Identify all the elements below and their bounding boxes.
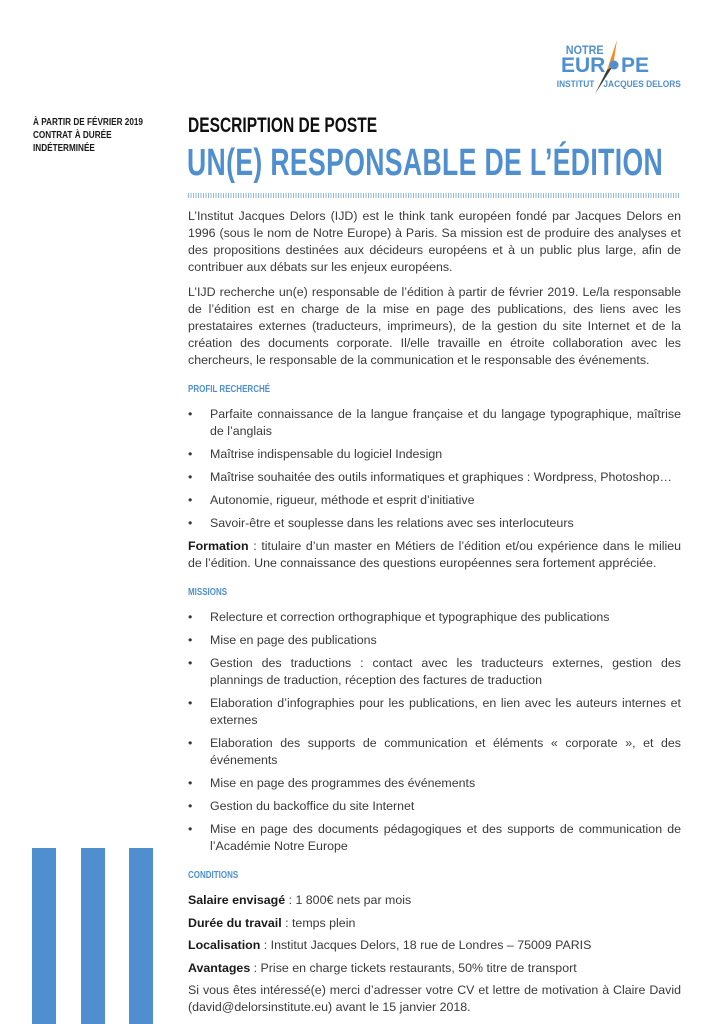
profil-list [188,406,681,532]
list-item: • Autonomie, rigueur, méthode et esprit d’initiative [188,492,681,509]
contract-info [33,116,174,155]
contract-type-cont: INDÉTERMINÉE [33,142,95,154]
svg-text:EUR: EUR [561,54,606,77]
section-heading-conditions: CONDITIONS [188,870,239,881]
list-item: • Savoir-être et souplesse dans les relations avec ses interlocuteurs [188,515,681,532]
formation-label: Formation [188,539,249,553]
contract-type: CONTRAT À DURÉE [33,129,112,141]
decorative-bar [129,848,153,1024]
decorative-bar [81,848,105,1024]
decorative-bar [32,848,56,1024]
intro-paragraph: L’IJD recherche un(e) responsable de l’édition à partir de février 2019. Le/la responsable de l’édition est en charge de la mise en page des publications, des liens avec les prestataires externes (traducteurs, imprimeurs), de la gestion du site Internet et de la création des documents corporate. Il/elle travaille en étroite collaboration avec les chercheurs, le responsable de la communication et le responsable des événements. [188,285,681,367]
svg-text:PE: PE [621,54,650,77]
logo-compass-icon [555,32,685,94]
list-item: • Gestion du backoffice du site Internet [188,798,681,815]
condition-value: : Institut Jacques Delors, 18 rue de Londres – 75009 PARIS [260,938,592,952]
list-item: • Mise en page des documents pédagogiques et des supports de communication de l’Académie Notre Europe [188,821,681,855]
list-item: • Mise en page des programmes des événements [188,775,681,792]
condition-duration [188,915,681,932]
condition-label: Avantages [188,960,251,975]
list-item: • Gestion des traductions : contact avec les traducteurs externes, gestion des plannings de traduction, réception des factures de traduction [188,655,681,689]
divider [188,193,680,198]
page-kicker: DESCRIPTION DE POSTE [188,114,378,137]
svg-text:INSTITUT: INSTITUT [556,78,595,90]
condition-label: Localisation [188,938,261,952]
closing-paragraph: Si vous êtes intéressé(e) merci d’adresser votre CV et lettre de motivation à Claire David (david@delorsinstitute.eu) avant le 15 janvier 2018. [188,983,681,1014]
condition-value: : Prise en charge tickets restaurants, 50% titre de transport [250,960,577,975]
condition-value: : temps plein [281,915,356,930]
svg-text:JACQUES DELORS: JACQUES DELORS [603,78,681,90]
list-item: • Parfaite connaissance de la langue française et du langage typographique, maîtrise de l’anglais [188,406,681,440]
start-date: À PARTIR DE FÉVRIER 2019 [33,116,143,128]
condition-benefits [188,960,681,977]
intro-paragraph: L’Institut Jacques Delors (IJD) est le think tank européen fondé par Jacques Delors en 1996 (sous le nom de Notre Europe) à Paris. Sa mission est de produire des analyses et des propositions destinées aux décideurs européens et à un public plus large, afin de contribuer aux débats sur les enjeux européens. [188,209,681,274]
job-description [188,208,681,1024]
formation-paragraph [188,538,681,572]
missions-list [188,609,681,855]
condition-value: : 1 800€ nets par mois [285,893,412,907]
section-heading-profil: PROFIL RECHERCHÉ [188,384,271,395]
formation-text: : titulaire d’un master en Métiers de l’édition et/ou expérience dans le milieu de l’édition. Une connaissance des questions européennes sera fortement appréciée. [188,539,681,570]
list-item: • Elaboration d’infographies pour les publications, en lien avec les auteurs internes et externes [188,695,681,729]
list-item: • Mise en page des publications [188,632,681,649]
page-title: UN(E) RESPONSABLE DE L’ÉDITION [187,142,664,184]
list-item: • Elaboration des supports de communication et éléments « corporate », et des événements [188,735,681,769]
list-item: • Relecture et correction orthographique et typographique des publications [188,609,681,626]
svg-text:NOTRE: NOTRE [565,44,604,58]
condition-location [188,937,681,954]
condition-label: Salaire envisagé [188,893,286,907]
list-item: • Maîtrise indispensable du logiciel Indesign [188,446,681,463]
section-heading-missions: MISSIONS [188,587,228,598]
list-item: • Maîtrise souhaitée des outils informatiques et graphiques : Wordpress, Photoshop… [188,469,681,486]
condition-salary [188,892,681,909]
logo [555,32,685,94]
condition-label: Durée du travail [188,915,282,930]
